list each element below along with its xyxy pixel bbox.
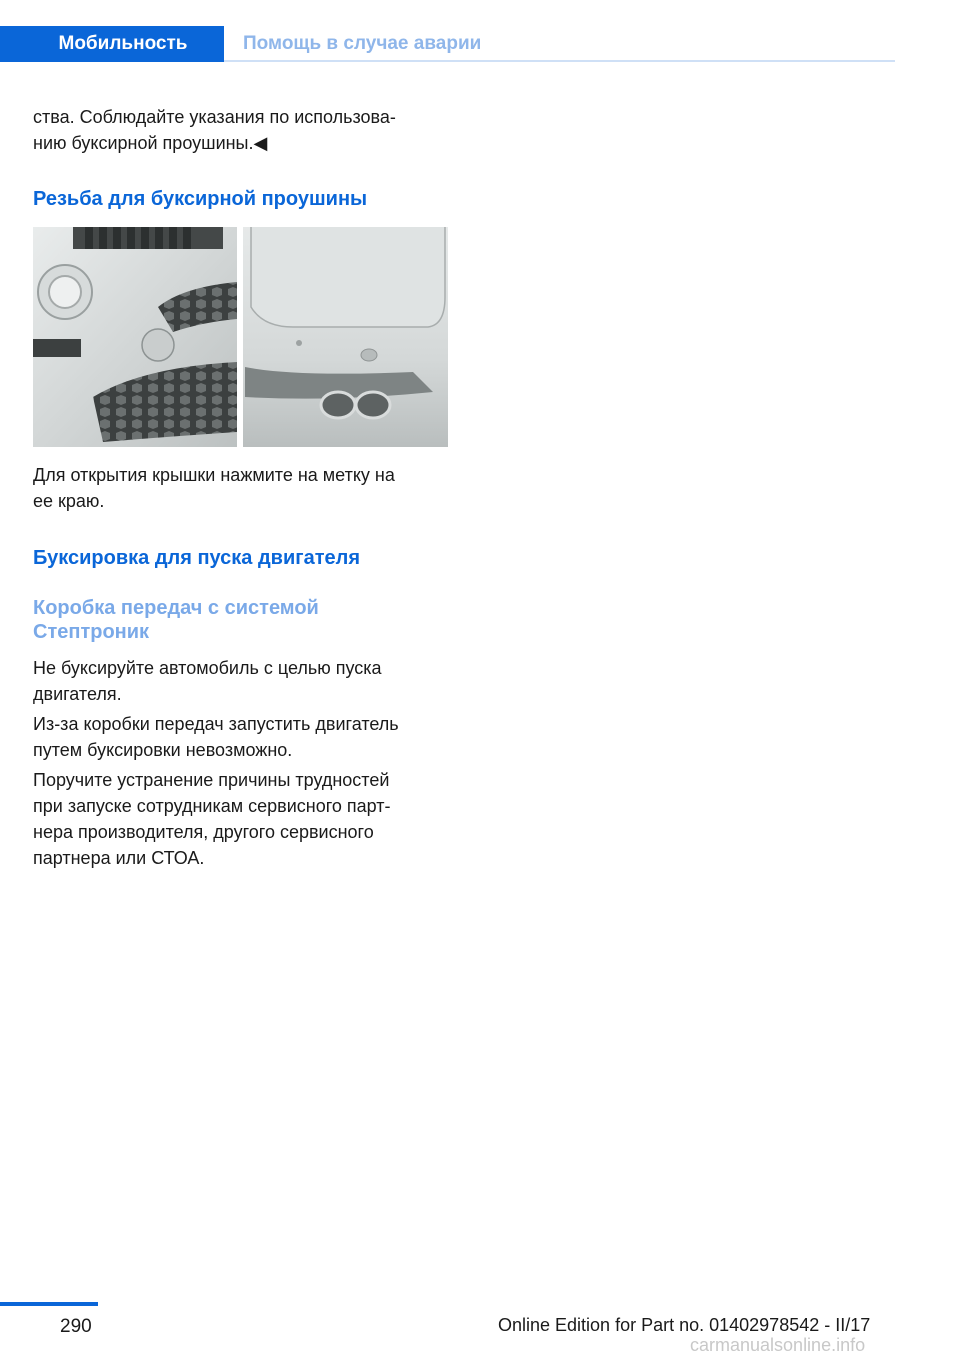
watermark: carmanualsonline.info [690, 1335, 866, 1355]
edition-note: Online Edition for Part no. 01402978542 - II/17 [498, 1315, 871, 1335]
text-line: партнера или СТОА. [33, 848, 205, 868]
heading: Резьба для буксирной проушины [33, 188, 368, 210]
page-number: 290 [60, 1316, 92, 1337]
section-heading-tow-start [33, 545, 448, 571]
text-line: Из‐за коробки передач запустить двигатель [33, 714, 399, 734]
header-tabbar [0, 26, 895, 62]
text-line: Не буксируйте автомобиль с целью пуска [33, 658, 382, 678]
text-line: Для открытия крышки нажмите на метку на [33, 465, 395, 485]
paragraph-gearbox [33, 711, 448, 763]
heading: Буксировка для пуска двигателя [33, 547, 360, 569]
open-cover-paragraph [33, 462, 448, 514]
paragraph-no-tow-start [33, 655, 448, 707]
subheading-line: Стептроник [33, 621, 150, 643]
tab-underline [224, 60, 895, 62]
paragraph-service [33, 767, 448, 871]
text-line: ства. Соблюдайте указания по использова‐ [33, 107, 396, 127]
subheading-steptronic [33, 596, 448, 644]
text-line: при запуске сотрудникам сервисного парт‐ [33, 796, 391, 816]
text-line: нера производителя, другого сервисного [33, 822, 374, 842]
text-line: Поручите устранение причины трудностей [33, 770, 390, 790]
tab-breakdown-assistance[interactable]: Помощь в случае аварии [243, 33, 482, 54]
footer-accent-bar [0, 1302, 98, 1306]
section-heading-tow-thread [33, 186, 448, 212]
text-line: двигателя. [33, 684, 122, 704]
intro-paragraph [33, 104, 448, 156]
tow-eye-cover-illustration [33, 227, 448, 447]
text-line: нию буксирной проушины.◀ [33, 133, 268, 153]
tab-mobility[interactable]: Мобильность [0, 26, 224, 62]
text-line: ее краю. [33, 491, 105, 511]
subheading-line: Коробка передач с системой [33, 597, 319, 619]
text-line: путем буксировки невозможно. [33, 740, 293, 760]
